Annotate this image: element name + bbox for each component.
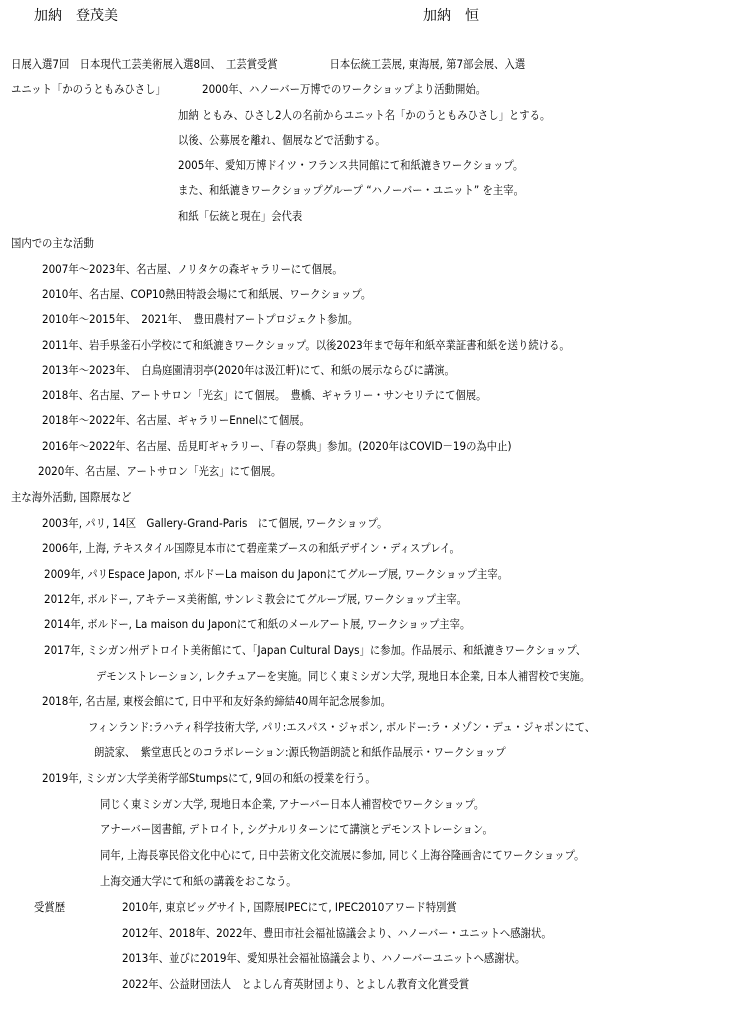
unit-line: 加納 ともみ、ひさし2人の名前からユニット名「かのうともみひさし」とする。 xyxy=(178,108,551,122)
overseas-item: 2006年, 上海, テキスタイル国際見本市にて碧産業ブースの和紙デザイン・ディスプレイ。 xyxy=(42,541,460,555)
overseas-item: 2018年, 名古屋, 東桜会館にて, 日中平和友好条約締結40周年記念展参加。 xyxy=(42,694,392,708)
unit-line: 和紙「伝統と現在」会代表 xyxy=(178,209,303,223)
author-name-tomomi: 加納 登茂美 xyxy=(34,8,118,24)
overseas-item: 2014年, ボルドー, La maison du Japonにて和紙のメールアート展, ワークショップ主宰。 xyxy=(44,617,471,631)
overseas-item: アナーバー図書館, デトロイト, シグナルリターンにて講演とデモンストレーション。 xyxy=(100,822,493,836)
award-item: 2010年, 東京ビッグサイト, 国際展IPECにて, IPEC2010アワード特別賞 xyxy=(122,900,457,914)
domestic-item: 2018年、名古屋、アートサロン「光玄」にて個展。 豊橋、ギャラリー・サンセリテにて個展。 xyxy=(42,388,487,402)
domestic-item: 2007年～2023年、名古屋、ノリタケの森ギャラリーにて個展。 xyxy=(42,262,343,276)
unit-line: また、和紙漉きワークショップグループ “ハノーバー・ユニット” を主宰。 xyxy=(178,183,524,197)
domestic-item: 2010年～2015年、 2021年、 豊田農村アートプロジェクト参加。 xyxy=(42,312,359,326)
domestic-item: 2020年、名古屋、アートサロン「光玄」にて個展。 xyxy=(38,464,282,478)
overseas-item: 2019年, ミシガン大学美術学部Stumpsにて, 9回の和紙の授業を行う。 xyxy=(42,771,376,785)
overseas-item: 2009年, パリEspace Japon, ボルドーLa maison du Japonにてグループ展, ワークショップ主宰。 xyxy=(44,567,509,581)
domestic-item: 2013年～2023年、 白鳥庭園清羽亭(2020年は汲江軒)にて、和紙の展示ならびに講演。 xyxy=(42,363,455,377)
overseas-item: 上海交通大学にて和紙の講義をおこなう。 xyxy=(100,874,297,888)
overseas-item: デモンストレーション, レクチュアーを実施。同じく東ミシガン大学, 現地日本企業, 日本人補習校で実施。 xyxy=(96,669,591,683)
unit-label: ユニット「かのうともみひさし」 xyxy=(11,82,166,96)
award-item: 2013年、並びに2019年、愛知県社会福祉協議会より、ハノーバーユニットへ感謝状。 xyxy=(122,951,526,965)
section-heading-domestic: 国内での主な活動 xyxy=(11,236,94,250)
overseas-item: 同年, 上海長寧民俗文化中心にて, 日中芸術文化交流展に参加, 同じく上海谷隆画舎にてワークショップ。 xyxy=(100,848,585,862)
award-item: 2022年、公益財団法人 とよしん育英財団より、とよしん教育文化賞受賞 xyxy=(122,977,470,991)
domestic-item: 2010年、名古屋、COP10熱田特設会場にて和紙展、ワークショップ。 xyxy=(42,287,372,301)
overseas-item: フィンランド:ラハティ科学技術大学, パリ:エスパス・ジャポン, ボルドー:ラ・メゾン・デュ・ジャポンにて、 xyxy=(88,720,596,734)
overseas-item: 同じく東ミシガン大学, 現地日本企業, アナーバー日本人補習校でワークショップ。 xyxy=(100,797,485,811)
section-heading-awards: 受賞歴 xyxy=(34,900,66,914)
awards-summary-line: 日展入選7回 日本現代工芸美術展入選8回、 工芸賞受賞 日本伝統工芸展, 東海展, 第7部会展、入選 xyxy=(11,57,526,71)
author-name-hisashi: 加納 恒 xyxy=(423,8,479,24)
domestic-item: 2016年～2022年、名古屋、岳見町ギャラリー、「春の祭典」参加。(2020年はCOVID－19の為中止) xyxy=(42,439,512,453)
domestic-item: 2011年、岩手県釜石小学校にて和紙漉きワークショップ。以後2023年まで毎年和紙卒業証書和紙を送り続ける。 xyxy=(42,338,570,352)
award-item: 2012年、2018年、2022年、豊田市社会福祉協議会より、ハノーバー・ユニットへ感謝状。 xyxy=(122,926,552,940)
unit-line: 以後、公募展を離れ、個展などで活動する。 xyxy=(178,133,386,147)
overseas-item: 2017年, ミシガン州デトロイト美術館にて、「Japan Cultural Days」に参加。作品展示、和紙漉きワークショップ、 xyxy=(44,643,587,657)
overseas-item: 2003年, パリ, 14区 Gallery-Grand-Paris にて個展, ワークショップ。 xyxy=(42,516,388,530)
unit-line: 2005年、愛知万博ドイツ・フランス共同館にて和紙漉きワークショップ。 xyxy=(178,158,524,172)
overseas-item: 朗読家、 紫堂恵氏とのコラボレーション:源氏物語朗読と和紙作品展示・ワークショップ xyxy=(94,745,506,759)
overseas-item: 2012年, ボルドー, アキテーヌ美術館, サンレミ教会にてグループ展, ワークショップ主宰。 xyxy=(44,592,468,606)
domestic-item: 2018年～2022年、名古屋、ギャラリーEnnelにて個展。 xyxy=(42,413,310,427)
unit-first-line: 2000年、ハノーバー万博でのワークショップより活動開始。 xyxy=(202,82,487,96)
section-heading-overseas: 主な海外活動, 国際展など xyxy=(11,490,132,504)
